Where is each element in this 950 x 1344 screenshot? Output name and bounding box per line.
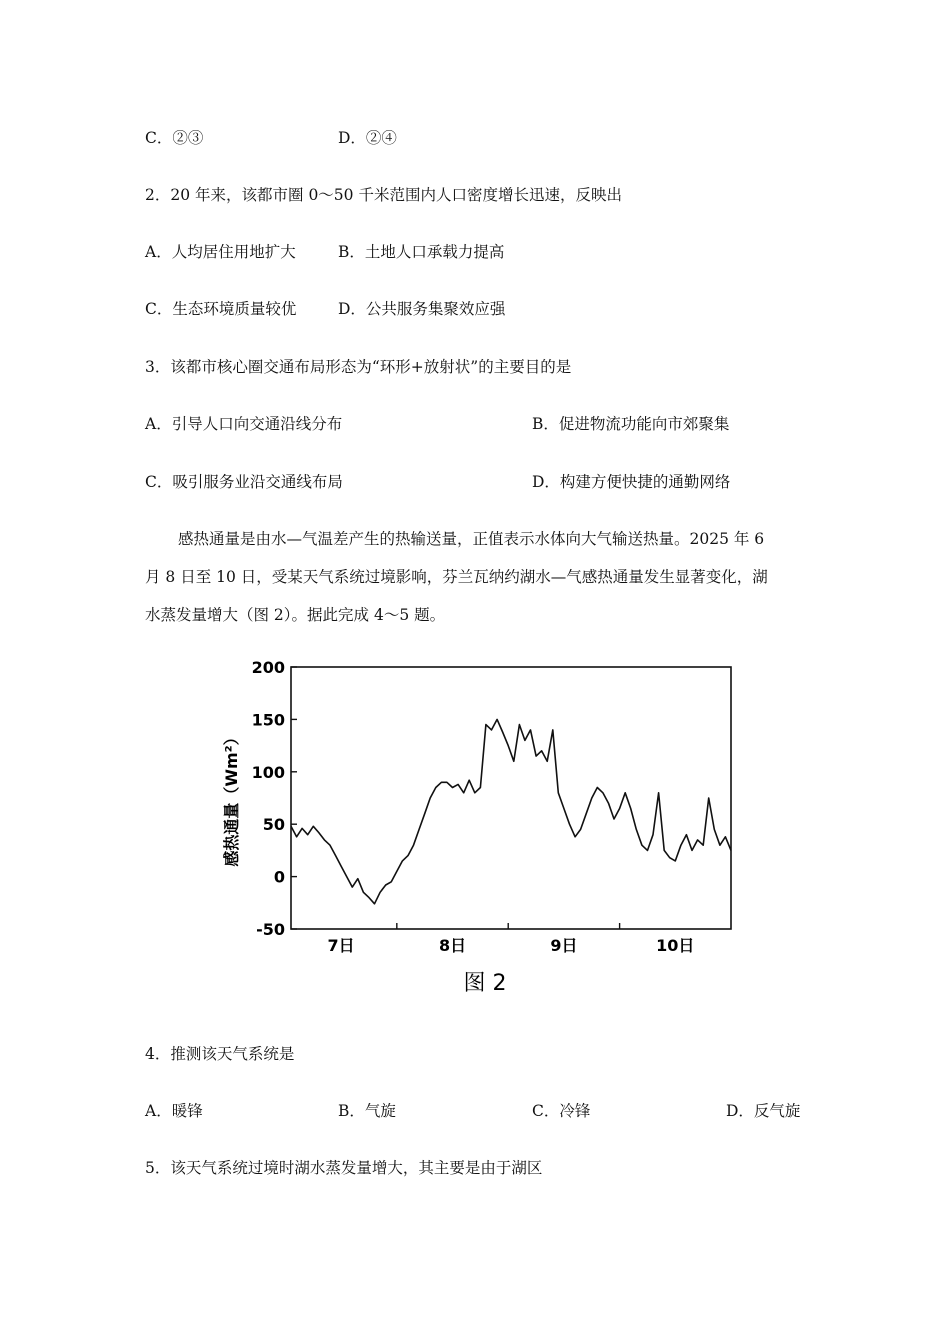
x-tick-label: 7日 xyxy=(327,936,355,955)
q3-option-a: A．引导人口向交通沿线分布 xyxy=(145,415,343,433)
q4-option-a: A．暖锋 xyxy=(145,1102,203,1120)
q4-option-c: C．冷锋 xyxy=(532,1102,591,1120)
x-tick-label: 10日 xyxy=(656,936,695,955)
y-tick-label: 100 xyxy=(251,762,285,782)
q2-option-a: A．人均居住用地扩大 xyxy=(145,243,296,261)
x-axis-ticks xyxy=(328,923,695,955)
material-line-1: 感热通量是由水—气温差产生的热输送量，正值表示水体向大气输送热量。2025 年 6 xyxy=(178,530,765,548)
q3-option-d: D．构建方便快捷的通勤网络 xyxy=(532,473,731,491)
q4-option-b: B．气旋 xyxy=(338,1102,396,1120)
y-axis-label: 感热通量（Wm²） xyxy=(222,729,241,867)
q1-option-c: C．②③ xyxy=(145,129,204,147)
q4-option-d: D．反气旋 xyxy=(726,1102,801,1120)
x-tick-label: 8日 xyxy=(438,936,467,955)
q3-stem: 3．该都市核心圈交通布局形态为“环形+放射状”的主要目的是 xyxy=(145,358,572,376)
q2-option-c: C．生态环境质量较优 xyxy=(145,300,297,318)
figure-2-chart xyxy=(205,655,750,1000)
plot-frame xyxy=(291,667,731,929)
q5-stem: 5．该天气系统过境时湖水蒸发量增大，其主要是由于湖区 xyxy=(145,1159,543,1177)
y-tick-label: 150 xyxy=(251,710,285,730)
y-tick-label: -50 xyxy=(256,920,285,939)
material-line-2: 月 8 日至 10 日，受某天气系统过境影响，芬兰瓦纳约湖水—气感热通量发生显著变化，湖 xyxy=(145,568,768,586)
q3-option-c: C．吸引服务业沿交通线布局 xyxy=(145,473,343,491)
q3-option-b: B．促进物流功能向市郊聚集 xyxy=(532,415,730,433)
material-line-3: 水蒸发量增大（图 2）。据此完成 4～5 题。 xyxy=(145,606,446,624)
y-tick-label: 50 xyxy=(262,815,285,835)
y-tick-label: 0 xyxy=(273,867,285,887)
q2-option-b: B．土地人口承载力提高 xyxy=(338,243,505,261)
figure-caption: 图 2 xyxy=(463,971,507,996)
q2-option-d: D．公共服务集聚效应强 xyxy=(338,300,506,318)
sensible-heat-flux-line xyxy=(291,719,731,903)
q2-stem: 2．20 年来，该都市圈 0～50 千米范围内人口密度增长迅速，反映出 xyxy=(145,186,622,204)
q4-stem: 4．推测该天气系统是 xyxy=(145,1045,295,1063)
q1-option-d: D．②④ xyxy=(338,129,397,147)
x-tick-label: 9日 xyxy=(550,936,578,955)
y-axis-ticks xyxy=(252,658,297,939)
y-tick-label: 200 xyxy=(251,658,285,677)
